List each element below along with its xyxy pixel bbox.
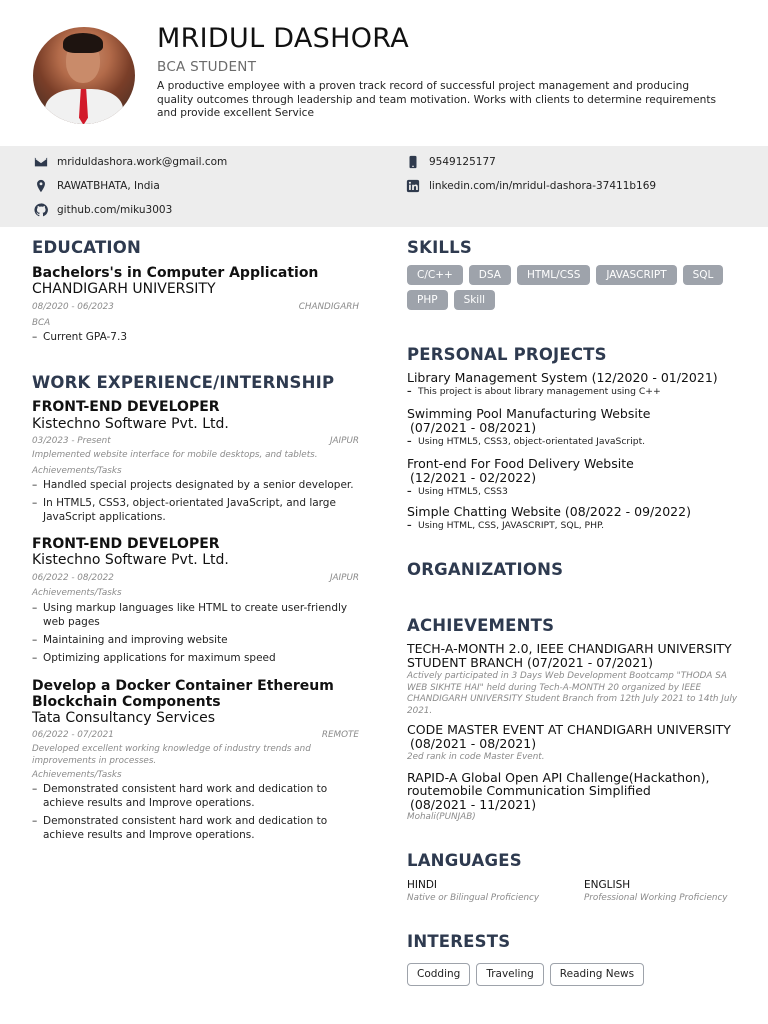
interest-chip: Codding (407, 963, 470, 986)
interest-chip: Reading News (550, 963, 644, 986)
skill-chip: Skill (454, 290, 496, 310)
languages-heading: LANGUAGES (407, 851, 522, 870)
job-dates: 03/2023 - Present (32, 436, 111, 446)
language-name: ENGLISH (584, 879, 631, 891)
achievements-heading: ACHIEVEMENTS (407, 616, 555, 635)
achievement-title: RAPID-A Global Open API Challenge(Hackathon), (407, 770, 710, 785)
organizations-heading: ORGANIZATIONS (407, 560, 564, 579)
job-company: Tata Consultancy Services (32, 710, 216, 726)
location-pin-icon (34, 179, 48, 193)
achievement-description: 2ed rank in code Master Event. (407, 752, 545, 762)
job-tasks-label: Achievements/Tasks (32, 466, 122, 476)
language-level: Professional Working Proficiency (584, 893, 728, 903)
language-name: HINDI (407, 879, 438, 891)
job-bullet: – Using markup languages like HTML to create user-friendly web pages (32, 602, 352, 629)
skills-heading: SKILLS (407, 238, 472, 257)
education-location: CHANDIGARH (298, 302, 359, 312)
achievement-description: Actively participated in 3 Days Web Development Bootcamp "THODA SA WEB SIKHTE HAI" held during Tech-A-MONTH 20 organized by IEEE CHANDIGARH UNIVERSITY Student Branch from 12th July 2021 to 14th July 2021. (407, 671, 738, 716)
job-bullet: – In HTML5, CSS3, object-orientated JavaScript, and large JavaScript applications. (32, 497, 342, 524)
achievement-dates: (08/2021 - 11/2021) (410, 797, 537, 812)
job-role: FRONT-END DEVELOPER (32, 536, 220, 552)
skill-chip: C/C++ (407, 265, 463, 285)
contact-github[interactable] (34, 203, 172, 217)
job-tasks-label: Achievements/Tasks (32, 770, 122, 780)
work-heading: WORK EXPERIENCE/INTERNSHIP (32, 373, 335, 392)
job-role: FRONT-END DEVELOPER (32, 399, 220, 415)
achievement-title: routemobile Communication Simplified (407, 783, 651, 798)
phone-text: 9549125177 (429, 156, 496, 168)
interests-heading: INTERESTS (407, 932, 511, 951)
job-bullet: – Optimizing applications for maximum speed (32, 652, 352, 666)
email-icon (34, 155, 48, 169)
resume-header (0, 0, 768, 146)
job-location: JAIPUR (329, 573, 359, 583)
skills-list (407, 265, 747, 310)
achievement-title: TECH-A-MONTH 2.0, IEEE CHANDIGARH UNIVERSITY (407, 641, 732, 656)
project-dates: (07/2021 - 08/2021) (410, 420, 537, 435)
job-location: REMOTE (321, 730, 359, 740)
achievement-dates: (08/2021 - 08/2021) (410, 736, 537, 751)
skill-chip: JAVASCRIPT (596, 265, 676, 285)
project-bullet: – Using HTML, CSS, JAVASCRIPT, SQL, PHP. (407, 520, 604, 532)
job-location: JAIPUR (329, 436, 359, 446)
job-description: Implemented website interface for mobile desktops, and tablets. (32, 450, 318, 460)
candidate-name: MRIDUL DASHORA (157, 23, 410, 54)
project-bullet: – Using HTML5, CSS3, object-orientated JavaScript. (407, 436, 645, 448)
contact-bar (0, 146, 768, 227)
candidate-title: BCA STUDENT (157, 59, 257, 75)
projects-heading: PERSONAL PROJECTS (407, 345, 607, 364)
contact-linkedin[interactable] (406, 179, 656, 193)
achievement-title: STUDENT BRANCH (07/2021 - 07/2021) (407, 655, 654, 670)
school-name: CHANDIGARH UNIVERSITY (32, 281, 216, 297)
job-description: Developed excellent working knowledge of industry trends and improvements in processes. (32, 744, 311, 766)
job-dates: 06/2022 - 07/2021 (32, 730, 114, 740)
skill-chip: PHP (407, 290, 448, 310)
email-text: mriduldashora.work@gmail.com (57, 156, 228, 168)
contact-email[interactable] (34, 155, 227, 169)
education-note: BCA (32, 318, 51, 328)
degree-title: Bachelors's in Computer Application (32, 265, 319, 281)
github-text: github.com/miku3003 (57, 204, 173, 216)
language-level: Native or Bilingual Proficiency (407, 893, 540, 903)
achievement-title: CODE MASTER EVENT AT CHANDIGARH UNIVERSITY (407, 722, 731, 737)
linkedin-text: linkedin.com/in/mridul-dashora-37411b169 (429, 180, 657, 192)
project-bullet: – This project is about library management using C++ (407, 386, 661, 398)
phone-icon (406, 155, 420, 169)
job-bullet: – Demonstrated consistent hard work and dedication to achieve results and Improve operations. (32, 815, 342, 842)
job-company: Kistechno Software Pvt. Ltd. (32, 416, 229, 432)
skill-chip: SQL (683, 265, 724, 285)
contact-phone[interactable] (406, 155, 496, 169)
project-bullet: – Using HTML5, CSS3 (407, 486, 508, 498)
project-title: Simple Chatting Website (08/2022 - 09/2022) (407, 504, 691, 519)
profile-summary: A productive employee with a proven track record of successful project management and producing quality outcomes through leadership and team motivation. Works with clients to determine requirements and provide excellent Service (157, 80, 717, 120)
job-role: Develop a Docker Container Ethereum Blockchain Components (32, 678, 334, 710)
job-tasks-label: Achievements/Tasks (32, 588, 122, 598)
skill-chip: DSA (469, 265, 511, 285)
linkedin-icon (406, 179, 420, 193)
location-text: RAWATBHATA, India (57, 180, 160, 192)
job-dates: 06/2022 - 08/2022 (32, 573, 114, 583)
education-dates: 08/2020 - 06/2023 (32, 302, 114, 312)
project-title: Library Management System (12/2020 - 01/2021) (407, 370, 718, 385)
job-bullet: – Maintaining and improving website (32, 634, 352, 648)
job-bullet: – Handled special projects designated by a senior developer. (32, 479, 362, 493)
contact-location (34, 179, 160, 193)
interest-chip: Traveling (476, 963, 543, 986)
project-title: Swimming Pool Manufacturing Website (407, 406, 651, 421)
education-heading: EDUCATION (32, 238, 141, 257)
skill-chip: HTML/CSS (517, 265, 590, 285)
github-icon (34, 203, 48, 217)
job-company: Kistechno Software Pvt. Ltd. (32, 552, 229, 568)
project-dates: (12/2021 - 02/2022) (410, 470, 537, 485)
job-bullet: – Demonstrated consistent hard work and dedication to achieve results and Improve operations. (32, 783, 342, 810)
achievement-description: Mohali(PUNJAB) (407, 812, 476, 822)
education-bullet: – Current GPA-7.3 (32, 331, 352, 345)
project-title: Front-end For Food Delivery Website (407, 456, 634, 471)
profile-photo (33, 27, 135, 124)
interests-list (407, 963, 644, 986)
